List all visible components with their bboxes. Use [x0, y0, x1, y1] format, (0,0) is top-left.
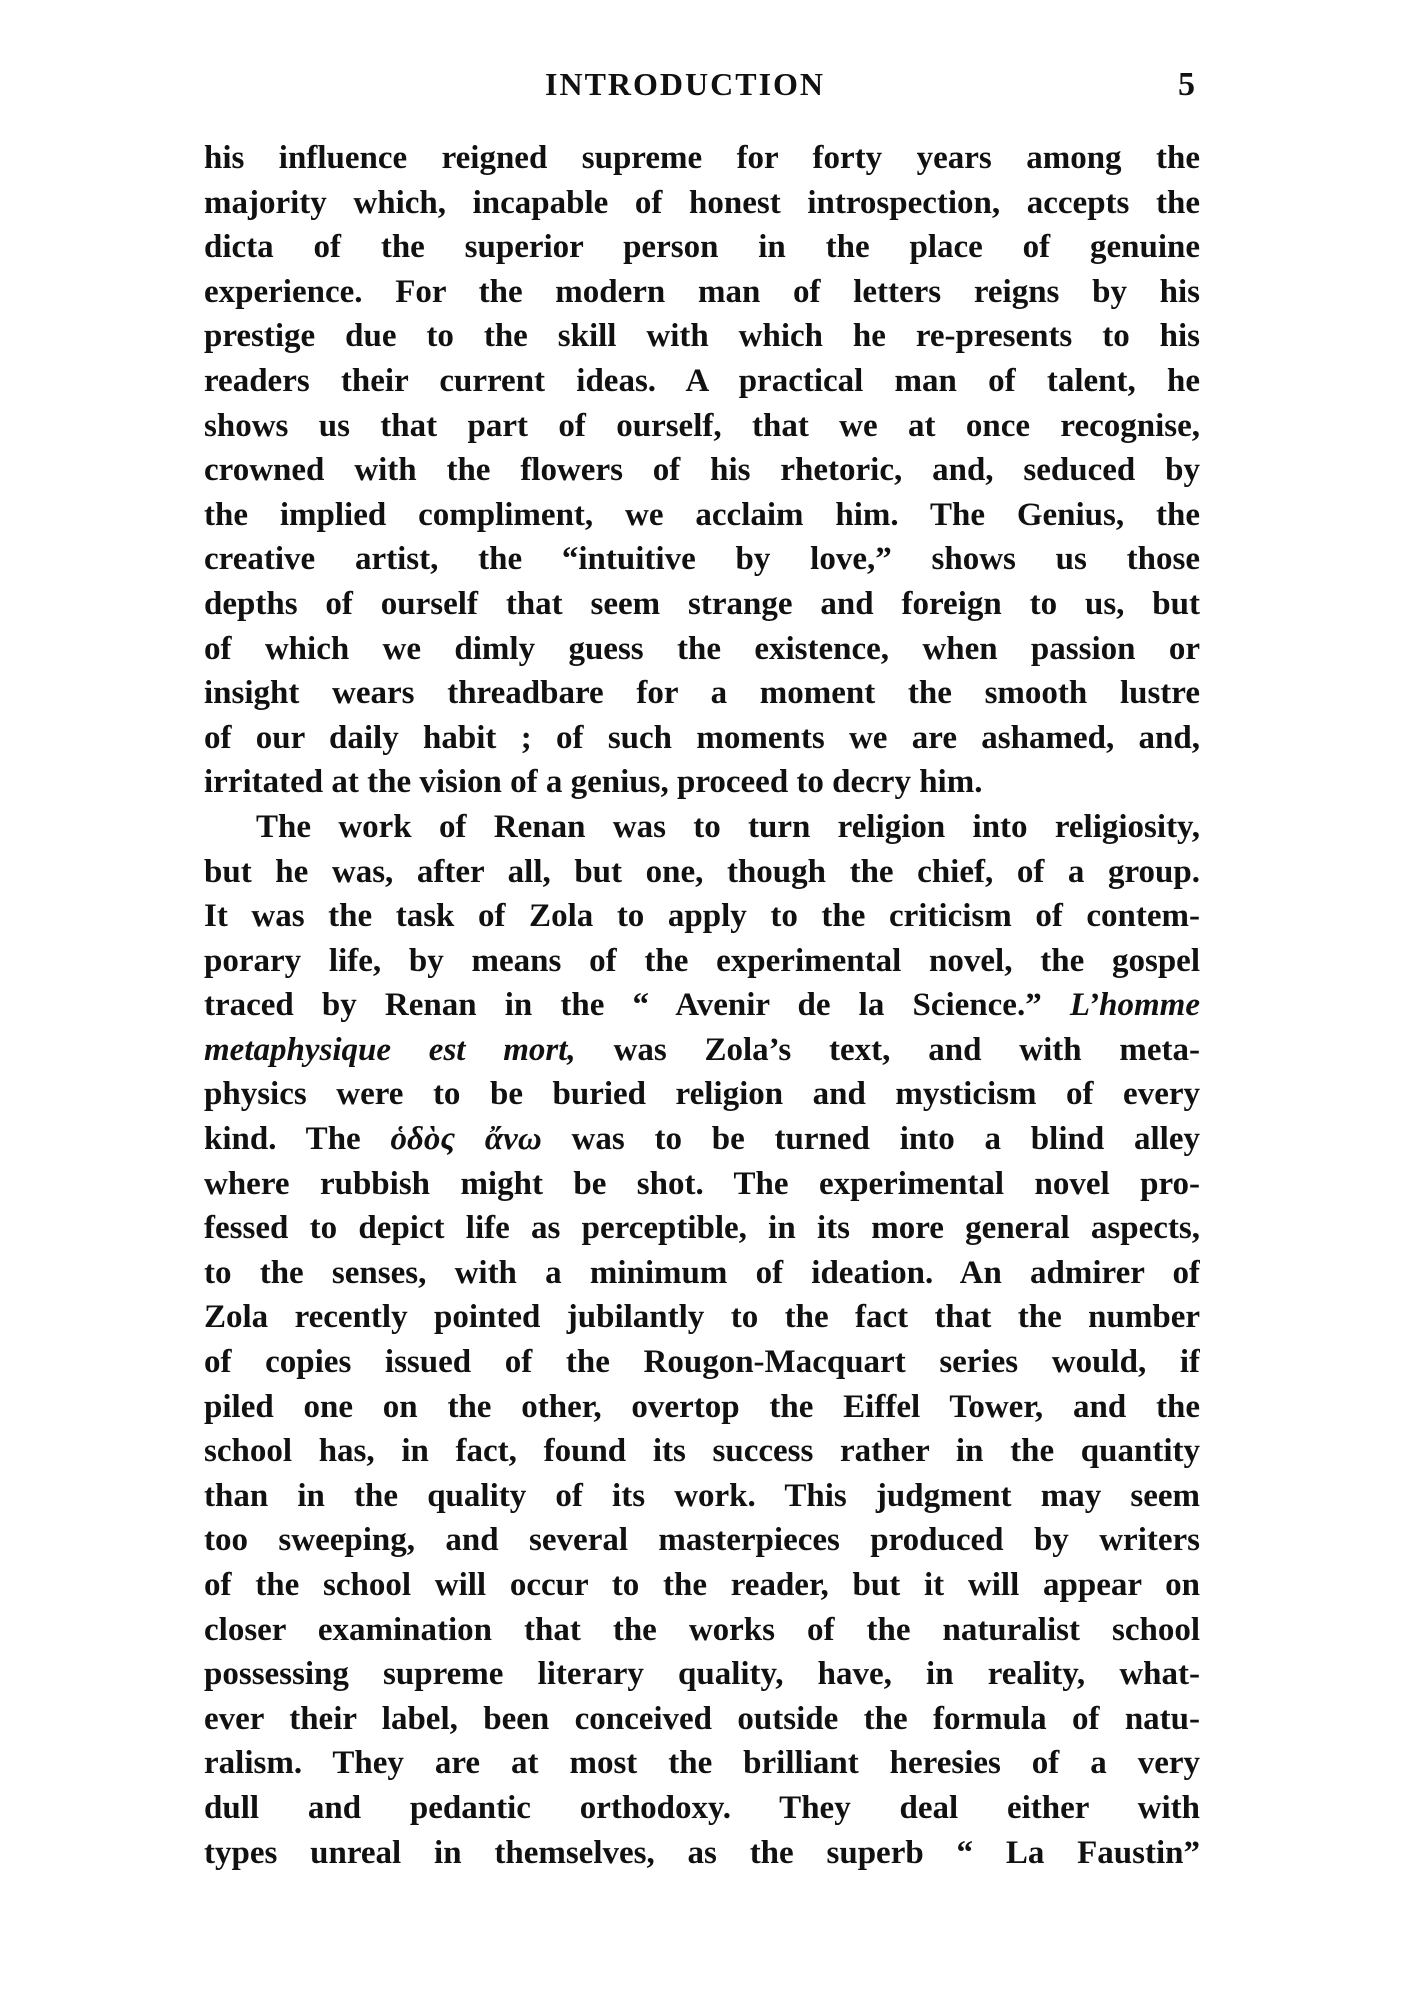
- greek-phrase: ὁδὸς ἄνω: [390, 1121, 542, 1158]
- text-line: fessed to depict life as perceptible, in its more general aspects,: [204, 1210, 1200, 1247]
- text-line: [204, 983, 1200, 1028]
- text-line: of the school will occur to the reader, but it will appear on: [204, 1567, 1200, 1603]
- running-head: INTRODUCTION: [545, 66, 826, 102]
- page-number: 5: [1178, 66, 1195, 103]
- text-line: majority which, incapable of honest introspection, accepts the: [204, 184, 1200, 221]
- text-segment: was to be turned into a blind alley: [541, 1121, 1200, 1158]
- text-line: school has, in fact, found its success rather in the quantity: [204, 1433, 1200, 1470]
- text-line: It was the task of Zola to apply to the criticism of contem-: [204, 898, 1200, 935]
- text-line: creative artist, the “intuitive by love,” shows us those: [204, 541, 1200, 578]
- text-line: types unreal in themselves, as the superb “ La Faustin”: [204, 1834, 1200, 1871]
- text-line: porary life, by means of the experimental novel, the gospel: [204, 942, 1200, 979]
- text-line: crowned with the flowers of his rhetoric, and, seduced by: [204, 452, 1200, 489]
- italic-phrase: metaphysique est mort,: [204, 1031, 576, 1068]
- text-line: dull and pedantic orthodoxy. They deal either with: [204, 1789, 1200, 1826]
- text-line: physics were to be buried religion and mysticism of every: [204, 1076, 1200, 1113]
- text-segment: kind. The: [204, 1121, 391, 1158]
- text-segment: traced by Renan in the “ Avenir de la Science.”: [204, 987, 1070, 1024]
- text-line: possessing supreme literary quality, have, in reality, what-: [204, 1656, 1200, 1693]
- text-line: irritated at the vision of a genius, proceed to decry him.: [204, 764, 983, 801]
- text-line: his influence reigned supreme for forty years among the: [204, 140, 1200, 176]
- text-line: dicta of the superior person in the place of genuine: [204, 229, 1200, 266]
- text-line: piled one on the other, overtop the Eiffel Tower, and the: [204, 1388, 1200, 1425]
- text-line: insight wears threadbare for a moment the smooth lustre: [204, 675, 1200, 712]
- italic-phrase: L’homme: [1069, 987, 1200, 1024]
- text-line: shows us that part of ourself, that we at once recognise,: [204, 407, 1200, 444]
- text-line: of which we dimly guess the existence, when passion or: [204, 630, 1200, 667]
- text-line: but he was, after all, but one, though the chief, of a group.: [204, 853, 1200, 890]
- text-line: ralism. They are at most the brilliant heresies of a very: [204, 1745, 1200, 1782]
- text-line: to the senses, with a minimum of ideation. An admirer of: [204, 1254, 1200, 1291]
- text-line: experience. For the modern man of letters reigns by his: [204, 273, 1200, 310]
- text-line: [204, 1028, 1200, 1073]
- text-line: the implied compliment, we acclaim him. The Genius, the: [204, 496, 1200, 533]
- text-line: than in the quality of its work. This judgment may seem: [204, 1477, 1200, 1514]
- text-line: readers their current ideas. A practical man of talent, he: [204, 362, 1200, 399]
- text-line: ever their label, been conceived outside the formula of natu-: [204, 1700, 1200, 1737]
- text-line: where rubbish might be shot. The experimental novel pro-: [204, 1165, 1200, 1202]
- text-line: too sweeping, and several masterpieces produced by writers: [204, 1522, 1200, 1559]
- text-line: of our daily habit ; of such moments we are ashamed, and,: [204, 719, 1200, 756]
- text-line: prestige due to the skill with which he re-presents to his: [204, 318, 1200, 355]
- text-line: [204, 1117, 1200, 1162]
- text-line: of copies issued of the Rougon-Macquart series would, if: [204, 1344, 1200, 1381]
- text-line: Zola recently pointed jubilantly to the fact that the number: [204, 1299, 1200, 1336]
- text-segment: was Zola’s text, and with meta-: [575, 1031, 1200, 1068]
- body-text: [204, 136, 1200, 1875]
- paragraph-first-line: The work of Renan was to turn religion into religiosity,: [256, 808, 1200, 845]
- text-line: closer examination that the works of the naturalist school: [204, 1611, 1200, 1648]
- text-line: depths of ourself that seem strange and foreign to us, but: [204, 585, 1200, 622]
